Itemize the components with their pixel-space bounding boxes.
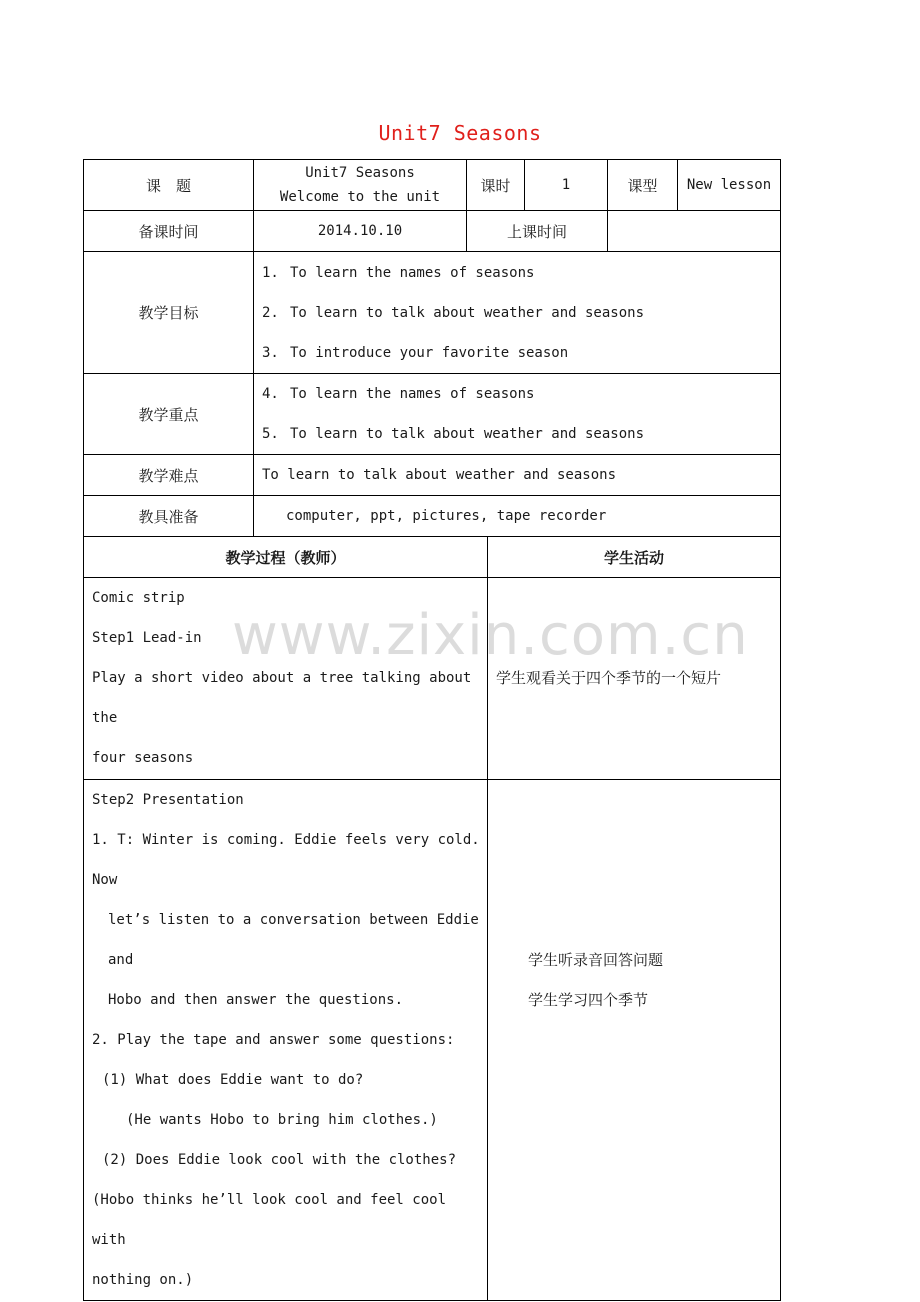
period-value: 1 <box>525 160 608 211</box>
process-line: Comic strip <box>92 590 185 606</box>
process-line: Step1 Lead-in <box>92 630 202 646</box>
process-line: 1. T: Winter is coming. Eddie feels very cold. Now <box>92 832 480 888</box>
prep-time-value: 2014.10.10 <box>254 211 467 252</box>
teacher-process-header: 教学过程（教师） <box>84 537 488 578</box>
student-activity-text: 学生学习四个季节 <box>528 991 649 1009</box>
topic-label: 课 题 <box>84 160 254 211</box>
period-label: 课时 <box>467 160 525 211</box>
topic-line-1: Unit7 Seasons <box>305 165 415 181</box>
key-points-list <box>254 374 781 455</box>
class-time-label: 上课时间 <box>467 211 608 252</box>
class-time-value <box>608 211 781 252</box>
topic-line-2: Welcome to the unit <box>279 189 441 205</box>
process-line: (1) What does Eddie want to do? <box>102 1072 364 1088</box>
header-row-topic <box>84 160 781 211</box>
type-label: 课型 <box>608 160 678 211</box>
prep-time-label: 备课时间 <box>84 211 254 252</box>
difficulties-text: To learn to talk about weather and seasons <box>254 455 781 496</box>
process-line: Step2 Presentation <box>92 792 244 808</box>
student-activity-text: 学生听录音回答问题 <box>528 951 664 969</box>
header-row-time <box>84 211 781 252</box>
key-point-item: 5. To learn to talk about weather and seasons <box>262 426 645 442</box>
key-points-row <box>84 374 781 455</box>
difficulties-label: 教学难点 <box>84 455 254 496</box>
process-header-row <box>84 537 781 578</box>
process-line: Hobo and then answer the questions. <box>108 992 404 1008</box>
student-activity-text: 学生观看关于四个季节的一个短片 <box>496 669 722 687</box>
objective-item: 2. To learn to talk about weather and seasons <box>262 304 645 321</box>
student-block-2 <box>488 780 781 1301</box>
difficulties-row <box>84 455 781 496</box>
objectives-row <box>84 252 781 374</box>
process-line: nothing on.) <box>92 1272 194 1288</box>
objectives-list <box>254 252 781 374</box>
topic-value <box>254 160 467 211</box>
objective-item: 1. To learn the names of seasons <box>262 264 535 281</box>
process-block-2 <box>84 780 781 1301</box>
document-title: Unit7 Seasons <box>378 121 542 145</box>
materials-row <box>84 496 781 537</box>
type-value: New lesson <box>678 160 781 211</box>
watermark: www.zixin.com.cn <box>232 603 749 668</box>
teacher-block-1 <box>84 578 488 780</box>
process-line: Play a short video about a tree talking about the <box>92 670 472 726</box>
materials-text: computer, ppt, pictures, tape recorder <box>254 496 781 537</box>
objective-item: 3. To introduce your favorite season <box>262 344 569 361</box>
lesson-plan-table <box>83 159 781 1301</box>
student-activity-header: 学生活动 <box>488 537 781 578</box>
key-point-item: 4. To learn the names of seasons <box>262 386 535 402</box>
process-block-1 <box>84 578 781 780</box>
process-line: (He wants Hobo to bring him clothes.) <box>126 1112 438 1128</box>
process-line: four seasons <box>92 750 194 766</box>
teacher-block-2 <box>84 780 488 1301</box>
process-line: (2) Does Eddie look cool with the clothes? <box>102 1152 457 1168</box>
key-points-label: 教学重点 <box>84 374 254 455</box>
process-line: 2. Play the tape and answer some questions: <box>92 1032 455 1048</box>
process-line: let’s listen to a conversation between Eddie and <box>108 912 479 968</box>
student-block-1 <box>488 578 781 780</box>
objectives-label: 教学目标 <box>84 252 254 374</box>
process-line: (Hobo thinks he’ll look cool and feel cool with <box>92 1192 447 1248</box>
materials-label: 教具准备 <box>84 496 254 537</box>
